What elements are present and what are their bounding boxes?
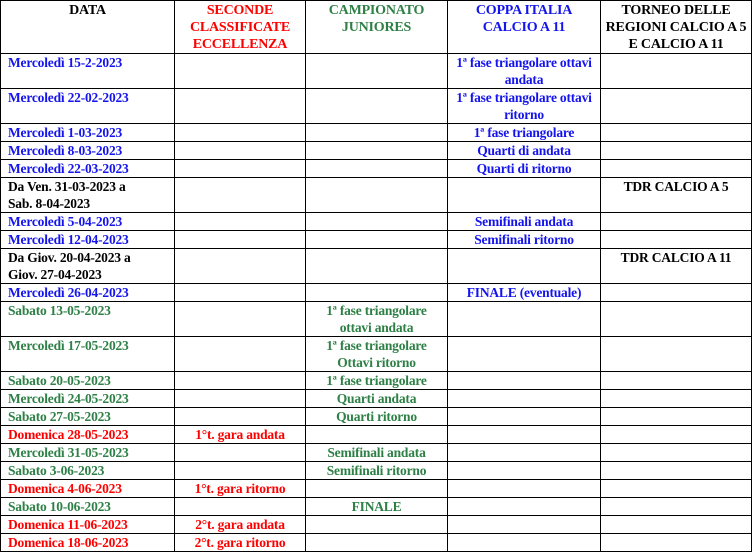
table-row (1, 426, 752, 444)
date-cell: Mercoledì 5-04-2023 (1, 213, 175, 231)
header-torneo-regioni: TORNEO DELLE REGIONI CALCIO A 5 E CALCIO A 11 (601, 1, 752, 54)
table-row (1, 408, 752, 426)
juniores-cell: Semifinali andata (306, 444, 448, 462)
date-cell: Domenica 28-05-2023 (1, 426, 175, 444)
coppa-cell (448, 480, 601, 498)
table-row (1, 534, 752, 552)
tdr-cell (601, 498, 752, 516)
table-row (1, 337, 752, 372)
coppa-cell (448, 498, 601, 516)
juniores-cell (306, 516, 448, 534)
table-row (1, 302, 752, 337)
tdr-cell (601, 142, 752, 160)
tdr-cell (601, 534, 752, 552)
date-cell: Mercoledì 8-03-2023 (1, 142, 175, 160)
tdr-cell: TDR CALCIO A 11 (601, 249, 752, 284)
juniores-cell (306, 124, 448, 142)
juniores-cell: 1ª fase triangolare (306, 372, 448, 390)
date-cell: Mercoledì 22-03-2023 (1, 160, 175, 178)
table-row (1, 213, 752, 231)
tdr-cell (601, 231, 752, 249)
table-row (1, 89, 752, 124)
coppa-cell (448, 426, 601, 444)
tdr-cell (601, 124, 752, 142)
table-row (1, 462, 752, 480)
coppa-cell (448, 534, 601, 552)
juniores-cell: Semifinali ritorno (306, 462, 448, 480)
header-seconde-classificate: SECONDE CLASSIFICATE ECCELLENZA (175, 1, 306, 54)
coppa-cell: 1ª fase triangolare (448, 124, 601, 142)
date-cell: Mercoledì 17-05-2023 (1, 337, 175, 372)
coppa-cell (448, 462, 601, 480)
tdr-cell (601, 54, 752, 89)
juniores-cell: Quarti ritorno (306, 408, 448, 426)
date-cell: Sabato 3-06-2023 (1, 462, 175, 480)
table-row (1, 160, 752, 178)
header-campionato-juniores: CAMPIONATO JUNIORES (306, 1, 448, 54)
table-row (1, 480, 752, 498)
tdr-cell (601, 516, 752, 534)
header-row (1, 1, 752, 54)
juniores-cell (306, 534, 448, 552)
coppa-cell: 1ª fase triangolare ottavi andata (448, 54, 601, 89)
tdr-cell (601, 426, 752, 444)
table-row (1, 498, 752, 516)
tdr-cell (601, 408, 752, 426)
coppa-cell: Quarti di ritorno (448, 160, 601, 178)
date-cell: Mercoledì 1-03-2023 (1, 124, 175, 142)
juniores-cell: Quarti andata (306, 390, 448, 408)
juniores-cell (306, 142, 448, 160)
header-data: DATA (1, 1, 175, 54)
seconde-cell (175, 142, 306, 160)
juniores-cell: 1ª fase triangolare ottavi andata (306, 302, 448, 337)
seconde-cell (175, 408, 306, 426)
coppa-cell (448, 390, 601, 408)
table-row (1, 54, 752, 89)
seconde-cell (175, 284, 306, 302)
coppa-cell: Quarti di andata (448, 142, 601, 160)
tdr-cell (601, 444, 752, 462)
juniores-cell (306, 480, 448, 498)
tdr-cell (601, 302, 752, 337)
coppa-cell: Semifinali andata (448, 213, 601, 231)
tdr-cell (601, 284, 752, 302)
table-row (1, 390, 752, 408)
table-row (1, 444, 752, 462)
coppa-cell (448, 249, 601, 284)
coppa-cell: 1ª fase triangolare ottavi ritorno (448, 89, 601, 124)
juniores-cell (306, 231, 448, 249)
date-cell: Mercoledì 24-05-2023 (1, 390, 175, 408)
seconde-cell (175, 444, 306, 462)
date-cell: Da Giov. 20-04-2023 a Giov. 27-04-2023 (1, 249, 175, 284)
tdr-cell (601, 337, 752, 372)
date-cell: Sabato 10-06-2023 (1, 498, 175, 516)
seconde-cell (175, 372, 306, 390)
coppa-cell (448, 516, 601, 534)
tdr-cell (601, 372, 752, 390)
date-cell: Domenica 18-06-2023 (1, 534, 175, 552)
seconde-cell (175, 124, 306, 142)
juniores-cell (306, 284, 448, 302)
coppa-cell (448, 444, 601, 462)
seconde-cell (175, 54, 306, 89)
tdr-cell (601, 160, 752, 178)
seconde-cell (175, 462, 306, 480)
tdr-cell (601, 480, 752, 498)
coppa-cell (448, 337, 601, 372)
seconde-cell (175, 89, 306, 124)
coppa-cell: FINALE (eventuale) (448, 284, 601, 302)
header-coppa-italia: COPPA ITALIA CALCIO A 11 (448, 1, 601, 54)
coppa-cell: Semifinali ritorno (448, 231, 601, 249)
table-row (1, 284, 752, 302)
coppa-cell (448, 302, 601, 337)
date-cell: Sabato 13-05-2023 (1, 302, 175, 337)
coppa-cell (448, 372, 601, 390)
seconde-cell: 2°t. gara ritorno (175, 534, 306, 552)
date-cell: Mercoledì 12-04-2023 (1, 231, 175, 249)
coppa-cell (448, 178, 601, 213)
table-row (1, 231, 752, 249)
seconde-cell (175, 160, 306, 178)
tdr-cell: TDR CALCIO A 5 (601, 178, 752, 213)
juniores-cell: FINALE (306, 498, 448, 516)
tdr-cell (601, 462, 752, 480)
table-row (1, 178, 752, 213)
seconde-cell (175, 337, 306, 372)
seconde-cell (175, 302, 306, 337)
table-row (1, 372, 752, 390)
seconde-cell (175, 390, 306, 408)
date-cell: Mercoledì 15-2-2023 (1, 54, 175, 89)
date-cell: Mercoledì 22-02-2023 (1, 89, 175, 124)
date-cell: Da Ven. 31-03-2023 a Sab. 8-04-2023 (1, 178, 175, 213)
date-cell: Domenica 4-06-2023 (1, 480, 175, 498)
date-cell: Mercoledì 31-05-2023 (1, 444, 175, 462)
seconde-cell (175, 249, 306, 284)
juniores-cell (306, 160, 448, 178)
table-row (1, 142, 752, 160)
seconde-cell: 1°t. gara ritorno (175, 480, 306, 498)
date-cell: Sabato 20-05-2023 (1, 372, 175, 390)
seconde-cell (175, 213, 306, 231)
juniores-cell: 1ª fase triangolare Ottavi ritorno (306, 337, 448, 372)
seconde-cell (175, 231, 306, 249)
juniores-cell (306, 89, 448, 124)
date-cell: Mercoledì 26-04-2023 (1, 284, 175, 302)
seconde-cell (175, 178, 306, 213)
table-row (1, 124, 752, 142)
table-row (1, 249, 752, 284)
juniores-cell (306, 249, 448, 284)
seconde-cell: 1°t. gara andata (175, 426, 306, 444)
tdr-cell (601, 213, 752, 231)
juniores-cell (306, 426, 448, 444)
table-row (1, 516, 752, 534)
date-cell: Sabato 27-05-2023 (1, 408, 175, 426)
tdr-cell (601, 390, 752, 408)
juniores-cell (306, 178, 448, 213)
juniores-cell (306, 54, 448, 89)
seconde-cell (175, 498, 306, 516)
date-cell: Domenica 11-06-2023 (1, 516, 175, 534)
seconde-cell: 2°t. gara andata (175, 516, 306, 534)
juniores-cell (306, 213, 448, 231)
coppa-cell (448, 408, 601, 426)
tdr-cell (601, 89, 752, 124)
